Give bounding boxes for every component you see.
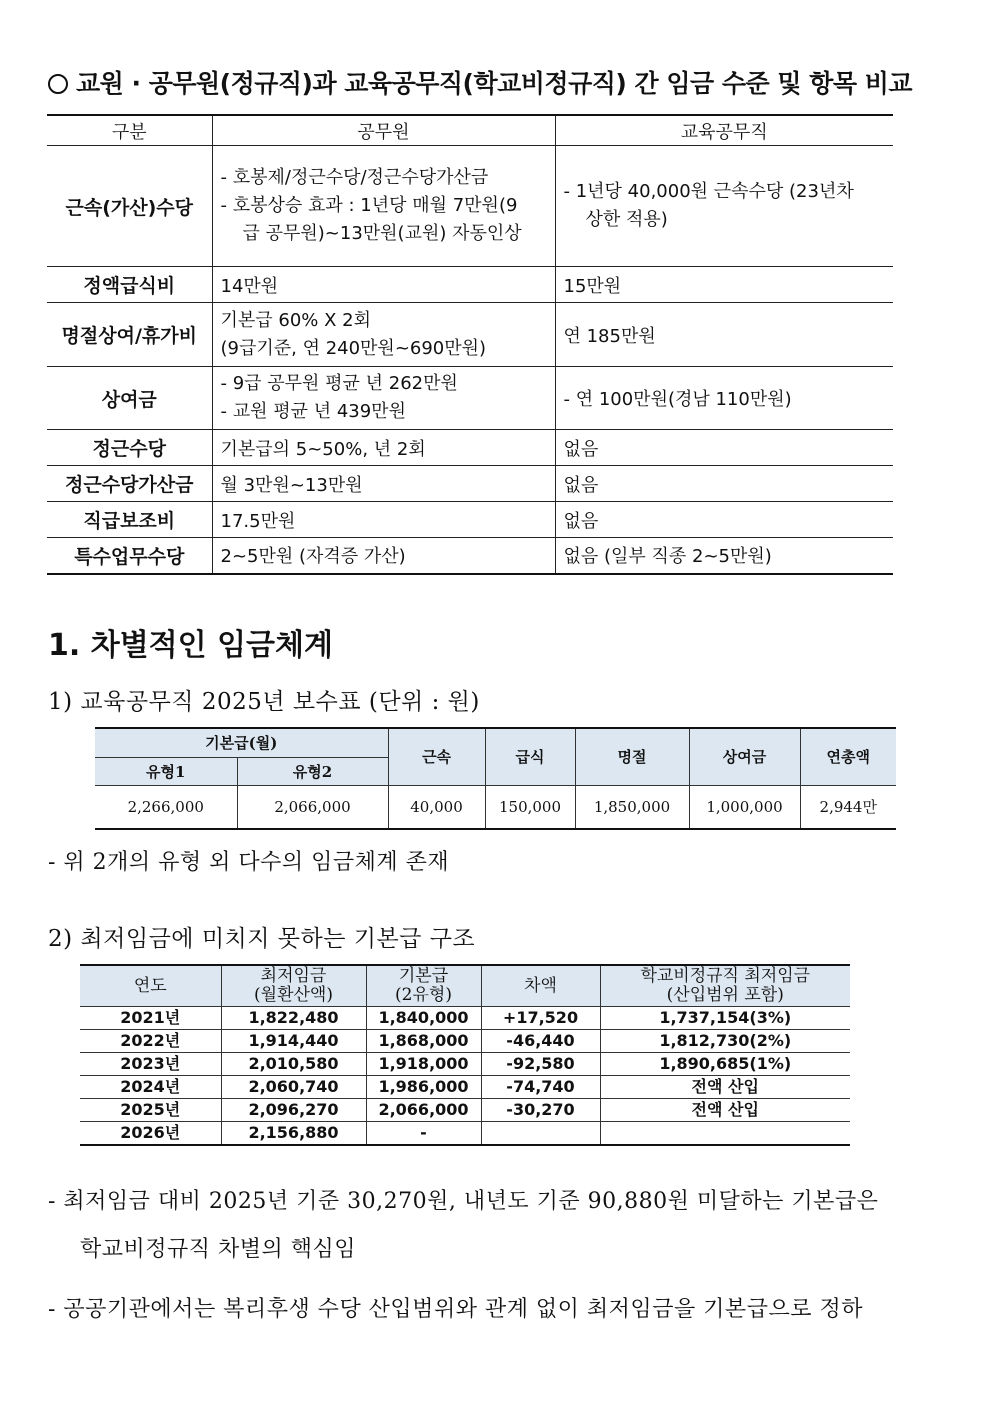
header-line: 연도 <box>133 975 167 996</box>
civil-cell <box>212 367 555 430</box>
row-label: 명절상여/휴가비 <box>47 303 212 367</box>
row-label: 정근수당가산금 <box>47 466 212 502</box>
civil-cell: 14만원 <box>212 267 555 303</box>
civil-cell <box>212 146 555 267</box>
pay-table-note: - 위 2개의 유형 외 다수의 임금체계 존재 <box>48 850 450 875</box>
header-seniority: 근속 <box>388 728 485 785</box>
cell-year: 2025년 <box>80 1099 221 1122</box>
cell-minwage: 1,822,480 <box>221 1007 366 1030</box>
header-line: (산입범위 포함) <box>666 985 784 1005</box>
value-type2: 2,066,000 <box>237 785 388 829</box>
cell-basepay: 2,066,000 <box>366 1099 481 1122</box>
cell-line: - 호봉상승 효과 : 1년당 매월 7만원(9 <box>220 195 518 216</box>
civil-cell: 2~5만원 (자격증 가산) <box>212 538 555 574</box>
row-label: 특수업무수당 <box>47 538 212 574</box>
cell-year: 2022년 <box>80 1030 221 1053</box>
civil-cell: 월 3만원~13만원 <box>212 466 555 502</box>
cell-line: - 교원 평균 년 439만원 <box>220 401 406 422</box>
value-holiday: 1,850,000 <box>575 785 689 829</box>
header-line: (2유형) <box>395 985 452 1005</box>
row-label: 근속(가산)수당 <box>47 146 212 267</box>
cell-line: - 호봉제/정근수당/정근수당가산금 <box>220 167 489 188</box>
cell-minwage: 2,096,270 <box>221 1099 366 1122</box>
civil-cell <box>212 303 555 367</box>
cell-school-minwage <box>600 1122 850 1146</box>
header-line: 기본급 <box>398 966 449 986</box>
comparison-row <box>47 146 893 267</box>
cell-school-minwage: 1,890,685(1%) <box>600 1053 850 1076</box>
cell-basepay: 1,986,000 <box>366 1076 481 1099</box>
header-type1: 유형1 <box>95 757 237 785</box>
header-meal: 급식 <box>485 728 575 785</box>
edu-cell: 없음 <box>555 502 893 538</box>
pay-header-row <box>95 728 896 757</box>
cell-difference: -46,440 <box>481 1030 600 1053</box>
cell-school-minwage: 1,737,154(3%) <box>600 1007 850 1030</box>
header-civil-servant: 공무원 <box>212 115 555 146</box>
header-holiday: 명절 <box>575 728 689 785</box>
header-difference <box>481 965 600 1007</box>
header-school-minwage <box>600 965 850 1007</box>
cell-line: (9급기준, 연 240만원~690만원) <box>220 337 487 359</box>
minwage-row <box>80 1099 850 1122</box>
minwage-row <box>80 1053 850 1076</box>
bullet-text: - 최저임금 대비 2025년 기준 30,270원, 내년도 기준 90,880원 미달하는 기본급은 <box>48 1189 879 1214</box>
cell-difference <box>481 1122 600 1146</box>
cell-minwage: 2,010,580 <box>221 1053 366 1076</box>
circle-bullet-icon <box>48 74 68 94</box>
header-line: 학교비정규직 최저임금 <box>640 966 811 986</box>
minwage-row <box>80 1030 850 1053</box>
bullet-text: - 공공기관에서는 복리후생 수당 산입범위와 관계 없이 최저임금을 기본급으로 정하 <box>48 1297 863 1322</box>
header-edu-staff: 교육공무직 <box>555 115 893 146</box>
header-minimum-wage <box>221 965 366 1007</box>
comparison-row <box>47 466 893 502</box>
edu-cell: 15만원 <box>555 267 893 303</box>
header-base-pay: 기본급(월) <box>95 728 388 757</box>
value-annual-total: 2,944만 <box>800 785 896 829</box>
cell-line: 상한 적용) <box>585 209 668 230</box>
edu-cell: 없음 <box>555 430 893 466</box>
civil-cell: 17.5만원 <box>212 502 555 538</box>
cell-basepay: 1,918,000 <box>366 1053 481 1076</box>
comparison-row <box>47 303 893 367</box>
cell-school-minwage: 전액 산입 <box>600 1099 850 1122</box>
cell-basepay: - <box>366 1122 481 1146</box>
cell-basepay: 1,868,000 <box>366 1030 481 1053</box>
cell-minwage: 1,914,440 <box>221 1030 366 1053</box>
row-label: 상여금 <box>47 367 212 430</box>
header-bonus: 상여금 <box>689 728 800 785</box>
cell-line: - 9급 공무원 평균 년 262만원 <box>220 373 458 394</box>
minwage-header-row <box>80 965 850 1007</box>
edu-cell <box>555 146 893 267</box>
cell-difference: +17,520 <box>481 1007 600 1030</box>
subsection-heading-1: 1) 교육공무직 2025년 보수표 (단위 : 원) <box>48 689 480 715</box>
header-line: (월환산액) <box>254 985 333 1005</box>
row-label: 정액급식비 <box>47 267 212 303</box>
cell-difference: -30,270 <box>481 1099 600 1122</box>
minwage-row <box>80 1076 850 1099</box>
comparison-header-row <box>47 115 893 146</box>
bullet-text: 학교비정규직 차별의 핵심임 <box>80 1237 357 1262</box>
edu-cell: - 연 100만원(경남 110만원) <box>555 367 893 430</box>
cell-difference: -92,580 <box>481 1053 600 1076</box>
cell-school-minwage: 1,812,730(2%) <box>600 1030 850 1053</box>
comparison-row <box>47 267 893 303</box>
cell-year: 2021년 <box>80 1007 221 1030</box>
cell-basepay: 1,840,000 <box>366 1007 481 1030</box>
header-year <box>80 965 221 1007</box>
cell-year: 2023년 <box>80 1053 221 1076</box>
pay-value-row <box>95 785 896 829</box>
header-type2: 유형2 <box>237 757 388 785</box>
value-seniority: 40,000 <box>388 785 485 829</box>
minwage-row <box>80 1122 850 1146</box>
edu-cell: 없음 <box>555 466 893 502</box>
compare-title-text: 교원 · 공무원(정규직)과 교육공무직(학교비정규직) 간 임금 수준 및 항목 비교 <box>76 69 913 98</box>
value-meal: 150,000 <box>485 785 575 829</box>
row-label: 정근수당 <box>47 430 212 466</box>
minwage-row <box>80 1007 850 1030</box>
cell-minwage: 2,060,740 <box>221 1076 366 1099</box>
cell-line: 기본급 60% X 2회 <box>220 309 372 331</box>
header-category: 구분 <box>47 115 212 146</box>
section-heading: 1. 차별적인 임금체계 <box>48 628 333 663</box>
header-base-pay-type2 <box>366 965 481 1007</box>
minimum-wage-table <box>80 964 850 1146</box>
cell-difference: -74,740 <box>481 1076 600 1099</box>
header-annual-total: 연총액 <box>800 728 896 785</box>
civil-cell: 기본급의 5~50%, 년 2회 <box>212 430 555 466</box>
cell-year: 2026년 <box>80 1122 221 1146</box>
cell-school-minwage: 전액 산입 <box>600 1076 850 1099</box>
value-type1: 2,266,000 <box>95 785 237 829</box>
pay-table-2025 <box>95 727 896 830</box>
edu-cell: 연 185만원 <box>555 303 893 367</box>
value-bonus: 1,000,000 <box>689 785 800 829</box>
header-line: 최저임금 <box>260 966 327 986</box>
subsection-heading-2: 2) 최저임금에 미치지 못하는 기본급 구조 <box>48 926 476 952</box>
comparison-row <box>47 430 893 466</box>
cell-minwage: 2,156,880 <box>221 1122 366 1146</box>
comparison-row <box>47 502 893 538</box>
cell-line: 급 공무원)~13만원(교원) 자동인상 <box>242 223 522 244</box>
cell-year: 2024년 <box>80 1076 221 1099</box>
edu-cell: 없음 (일부 직종 2~5만원) <box>555 538 893 574</box>
compare-section-title <box>48 64 912 100</box>
header-line: 차액 <box>524 975 557 996</box>
cell-line: - 1년당 40,000원 근속수당 (23년차 <box>563 181 854 202</box>
row-label: 직급보조비 <box>47 502 212 538</box>
comparison-table <box>47 114 893 575</box>
comparison-row <box>47 367 893 430</box>
comparison-row <box>47 538 893 574</box>
